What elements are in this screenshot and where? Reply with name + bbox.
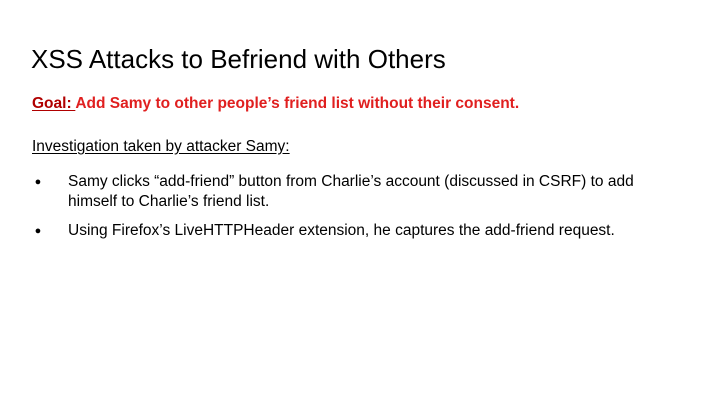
bullet-text: Samy clicks “add-friend” button from Charlie’s account (discussed in CSRF) to add himself to Charlie’s friend list. xyxy=(68,173,634,210)
slide-title: XSS Attacks to Befriend with Others xyxy=(31,44,446,74)
bullet-icon: ● xyxy=(34,176,42,188)
list-item xyxy=(32,172,672,212)
list-item xyxy=(32,221,672,241)
goal-label: Goal: xyxy=(32,95,76,112)
bullet-list xyxy=(32,172,672,250)
bullet-icon: ● xyxy=(34,225,42,237)
investigation-heading: Investigation taken by attacker Samy: xyxy=(32,138,290,155)
bullet-text: Using Firefox’s LiveHTTPHeader extension, he captures the add-friend request. xyxy=(68,222,615,239)
goal-statement xyxy=(32,94,519,114)
goal-text: Add Samy to other people’s friend list without their consent. xyxy=(75,95,520,112)
